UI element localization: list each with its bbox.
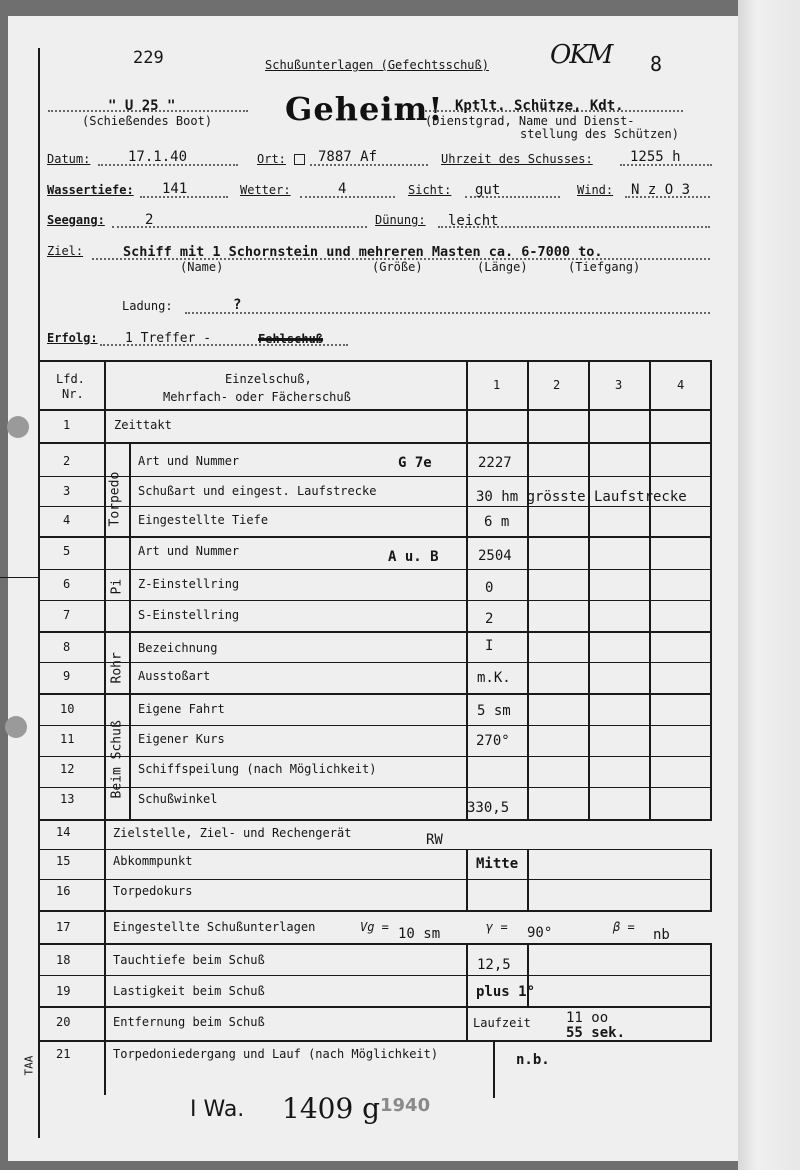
row-value: 6 m <box>484 514 510 530</box>
group-rohr-label: Rohr <box>109 652 125 684</box>
row-value: 30 hm grösste Laufstrecke <box>476 489 687 505</box>
row-value: Mitte <box>476 856 519 872</box>
row-label: Entfernung beim Schuß <box>113 1015 265 1029</box>
wassertiefe-label: Wassertiefe: <box>47 183 134 197</box>
row17-beta-label: β = <box>613 920 635 934</box>
row-nr: 1 <box>63 418 71 432</box>
row-label: Bezeichnung <box>138 641 218 655</box>
commander-value: Kptlt. Schütze, Kdt. <box>455 98 624 114</box>
ziel-name-label: (Name) <box>180 260 224 274</box>
row-nr: 2 <box>63 454 71 468</box>
row-value: 2504 <box>478 548 512 564</box>
row-nr: 19 <box>56 984 71 998</box>
ziel-label: Ziel: <box>47 244 84 258</box>
row-extra: Laufzeit <box>473 1016 531 1030</box>
seegang-value: 2 <box>145 212 154 228</box>
datum-value: 17.1.40 <box>128 149 188 165</box>
row-value: 330,5 <box>467 800 510 816</box>
row-nr: 20 <box>56 1015 71 1029</box>
row-value: 12,5 <box>477 957 511 973</box>
row-nr: 6 <box>63 577 71 591</box>
row-value: 2227 <box>478 455 512 471</box>
row-nr: 10 <box>60 702 75 716</box>
row-extra: RW <box>426 832 443 848</box>
row-label: Eigener Kurs <box>138 732 225 746</box>
ladung-value: ? <box>233 297 242 313</box>
ort-label: Ort: <box>257 152 286 166</box>
row17-gamma-value: 90° <box>527 925 553 941</box>
seegang-label: Seegang: <box>47 213 105 227</box>
row-nr: 3 <box>63 484 71 498</box>
sheet-number: 8 <box>650 52 663 76</box>
row-label: Schußart und eingest. Laufstrecke <box>138 484 377 498</box>
ziel-groesse-label: (Größe) <box>372 260 423 274</box>
wind-value: N z O 3 <box>631 182 691 198</box>
archive-stamp-year: 1940 <box>380 1095 431 1116</box>
sicht-value: gut <box>475 182 501 198</box>
row-value: plus 1° <box>476 984 536 1000</box>
row-value: 0 <box>485 580 494 596</box>
row-label: Zeittakt <box>114 418 172 432</box>
erfolg-label: Erfolg: <box>47 331 98 345</box>
row-value: 270° <box>476 733 510 749</box>
classification-stamp: Geheim! <box>285 90 444 128</box>
boat-label: (Schießendes Boot) <box>82 114 213 128</box>
row-nr: 11 <box>60 732 75 746</box>
row-label: Abkommpunkt <box>113 854 193 868</box>
row-label: Eingestellte Tiefe <box>138 513 269 527</box>
row-label: S-Einstellring <box>138 608 240 622</box>
row-label: Lastigkeit beim Schuß <box>113 984 265 998</box>
col-1-header: 1 <box>493 378 501 392</box>
wetter-label: Wetter: <box>240 183 291 197</box>
archive-stamp-number: 1409 g <box>282 1092 381 1125</box>
boat-value: " U 25 " <box>108 98 176 114</box>
wetter-value: 4 <box>338 181 347 197</box>
row-label: Art und Nummer <box>138 544 240 558</box>
row-label: Art und Nummer <box>138 454 240 468</box>
col-desc-label-1: Einzelschuß, <box>225 372 312 386</box>
erfolg-value: 1 Treffer - <box>125 331 212 346</box>
row-label: Tauchtiefe beim Schuß <box>113 953 265 967</box>
signature-mark: OKM <box>550 40 612 70</box>
row-nr: 14 <box>56 825 71 839</box>
commander-label-1: (Dienstgrad, Name und Dienst- <box>425 114 635 128</box>
ziel-laenge-label: (Länge) <box>477 260 528 274</box>
commander-label-2: stellung des Schützen) <box>520 127 679 141</box>
ort-box-icon <box>294 154 305 165</box>
row-extra: G 7e <box>398 455 432 471</box>
erfolg-struck-value: Fehlschuß <box>258 332 324 346</box>
group-beim-schuss-label: Beim Schuß <box>109 720 125 799</box>
row-value: I <box>485 638 494 654</box>
row17-gamma-label: γ = <box>486 920 508 934</box>
row-value: m.K. <box>477 670 511 686</box>
row-label: Schiffspeilung (nach Möglichkeit) <box>138 762 377 776</box>
uhrzeit-label: Uhrzeit des Schusses: <box>441 152 593 166</box>
row-label: Ausstoßart <box>138 669 211 683</box>
ziel-value: Schiff mit 1 Schornstein und mehreren Masten ca. 6-7000 to. <box>123 244 603 260</box>
col-4-header: 4 <box>677 378 685 392</box>
row-nr: 7 <box>63 608 71 622</box>
row-nr: 4 <box>63 513 71 527</box>
row-label: Schußwinkel <box>138 792 218 806</box>
row-extra: A u. B <box>388 549 439 565</box>
duenung-value: leicht <box>448 213 499 229</box>
punch-hole-top <box>7 416 29 438</box>
row-label: Zielstelle, Ziel- und Rechengerät <box>113 826 352 840</box>
row-label: Torpedokurs <box>113 884 193 898</box>
col-2-header: 2 <box>553 378 561 392</box>
table-top-border <box>38 360 712 362</box>
table-col-lfd-right <box>104 360 106 1095</box>
row-nr: 15 <box>56 854 71 868</box>
row-nr: 5 <box>63 544 71 558</box>
row-nr: 9 <box>63 669 71 683</box>
duenung-label: Dünung: <box>375 213 426 227</box>
row20-laufzeit-seconds: 55 sek. <box>566 1025 626 1041</box>
row-nr: 21 <box>56 1047 71 1061</box>
margin-note: TAA <box>22 1055 36 1076</box>
ort-value: 7887 Af <box>318 149 378 165</box>
wind-label: Wind: <box>577 183 614 197</box>
datum-label: Datum: <box>47 152 91 166</box>
row-nr: 8 <box>63 640 71 654</box>
table-group-col-right <box>129 442 131 819</box>
page-edge <box>738 0 800 1170</box>
row-nr: 18 <box>56 953 71 967</box>
page-number: 229 <box>133 48 164 68</box>
uhrzeit-value: 1255 h <box>630 149 681 165</box>
row17-vg-value: 10 sm <box>398 926 441 942</box>
wassertiefe-value: 141 <box>162 181 188 197</box>
group-pi-label: Pi <box>109 578 125 595</box>
form-title: Schußunterlagen (Gefechtsschuß) <box>265 58 489 72</box>
punch-hole-bottom <box>5 716 27 738</box>
row-label: Eigene Fahrt <box>138 702 225 716</box>
margin-fold-line <box>0 577 38 578</box>
row-value: 5 sm <box>477 703 511 719</box>
col-lfd-label: Lfd. <box>56 372 85 386</box>
row-label: Z-Einstellring <box>138 577 240 591</box>
row-nr: 17 <box>56 920 71 934</box>
row-label: Torpedoniedergang und Lauf (nach Möglichkeit) <box>113 1047 439 1061</box>
archive-stamp-prefix: I Wa. <box>190 1097 245 1122</box>
row-nr: 12 <box>60 762 75 776</box>
ladung-label: Ladung: <box>122 299 173 313</box>
col-nr-label: Nr. <box>62 387 84 401</box>
col-3-header: 3 <box>615 378 623 392</box>
row-value: 2 <box>485 611 494 627</box>
row-value: 11 oo <box>566 1010 609 1026</box>
row-nr: 16 <box>56 884 71 898</box>
col-desc-label-2: Mehrfach- oder Fächerschuß <box>163 390 351 404</box>
ziel-tiefgang-label: (Tiefgang) <box>568 260 641 274</box>
row-label: Eingestellte Schußunterlagen <box>113 920 316 934</box>
row17-beta-value: nb <box>653 927 670 943</box>
row-nr: 13 <box>60 792 75 806</box>
group-torpedo-label: Torpedo <box>107 471 123 527</box>
sicht-label: Sicht: <box>408 183 452 197</box>
row-value: n.b. <box>516 1052 550 1068</box>
row17-vg-label: Vg = <box>360 920 389 934</box>
